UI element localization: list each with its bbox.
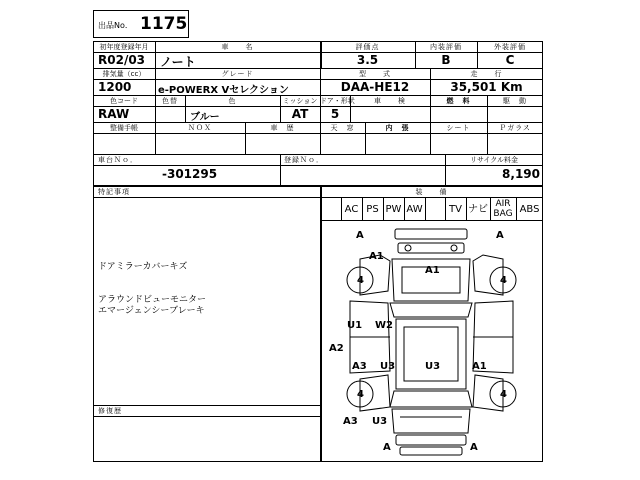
reg-label: 登録Ｎｏ． [284,156,324,164]
equipment-label: 装 備 [415,188,448,196]
model-value: DAA-HE12 [340,80,410,94]
damage-rear-bumper-r: A [470,442,478,453]
chassis-label: 車台Ｎｏ． [98,156,138,164]
fuel-label: 燃 料 [446,97,471,105]
equip-aw: AW [406,204,423,215]
remark-1: ドアミラーカバーキズ [98,262,188,272]
remark-2: アラウンドビューモニター [98,295,207,305]
damage-rear-left-a: A3 [352,361,367,372]
damage-tire-rr: 4 [500,389,507,400]
chassis-value: -301295 [162,167,218,181]
glass-label: Ｐガラス [499,124,531,132]
doors-label: ドア・形状 [320,97,355,105]
equip-ps: PS [366,204,379,215]
transmission-value: AT [291,107,309,121]
mileage-value: 35,501 Km [450,80,523,94]
color-code-value: RAW [98,107,130,121]
lot-label: 出品No． [98,21,133,30]
damage-side-left: A2 [329,343,344,354]
equip-navi: ナビ [468,204,488,215]
equip-tv: TV [449,204,462,215]
score-value: 3.5 [356,53,379,67]
damage-rear-left-u: U3 [380,361,396,372]
damage-front-left: A [356,230,364,241]
equip-abs: ABS [519,204,540,215]
mileage-label: 走 行 [470,70,503,78]
damage-tire-fl: 4 [357,275,364,286]
interior-value: B [441,53,451,67]
remarks-label: 特記事項 [98,188,130,196]
equip-airbag: AIR BAG [493,199,513,219]
recycle-value: 8,190 [502,167,540,181]
nox-label: ＮＯＸ [188,124,212,132]
history-label: 車 歴 [270,124,295,132]
color-code-label: 色コード [110,97,138,105]
damage-bottom-u: U3 [372,416,388,427]
damage-rear-right: A1 [472,361,487,372]
color-change-label: 色替 [162,97,178,105]
equip-pw: PW [385,204,402,215]
equip-ac: AC [344,204,359,215]
recycle-label: リサイクル料金 [469,156,519,164]
score-label: 評価点 [355,43,380,51]
displacement-label: 排気量（cc） [102,70,146,78]
exterior-label: 外装評価 [494,43,526,51]
remark-3: エマージェンシーブレーキ [98,306,205,316]
sunroof-label: 天 窓 [330,124,355,132]
color-value: ブルー [190,112,220,123]
doors-value: 5 [330,107,340,121]
year-label: 初年度登録年月 [99,43,149,51]
maint-label: 整備手帳 [110,124,138,132]
damage-bottom-a: A3 [343,416,358,427]
exterior-value: C [505,53,515,67]
seat-label: シート [446,124,471,132]
interior-label: 内装評価 [430,43,462,51]
lot-box [93,10,189,38]
grade-value: e-POWERX Vセレクション [158,85,289,96]
displacement-value: 1200 [98,80,132,94]
lot-number: 1175 [140,14,188,34]
grade-label: グレード [221,70,254,78]
damage-door-fl-u: U1 [347,320,363,331]
vehicle-label: 車 検 [374,97,406,105]
car-name-label: 車 名 [221,43,254,51]
color-label: 色 [228,97,237,105]
year-value: R02/03 [98,53,146,67]
damage-tire-fr: 4 [500,275,507,286]
leather-label: 内 張 [385,124,410,132]
car-name-value: ノート [160,55,196,69]
damage-bumper-left: A1 [369,251,384,262]
damage-roof: U3 [425,361,441,372]
model-label: 型 式 [359,70,391,78]
damage-hood: A1 [425,265,440,276]
repair-label: 修復歴 [98,407,122,415]
transmission-label: ミッション [282,97,318,105]
damage-door-fl-w: W2 [375,320,393,331]
damage-front-right: A [496,230,504,241]
damage-tire-rl: 4 [357,389,364,400]
drive-label: 駆 動 [503,97,527,105]
damage-rear-bumper-l: A [383,442,391,453]
